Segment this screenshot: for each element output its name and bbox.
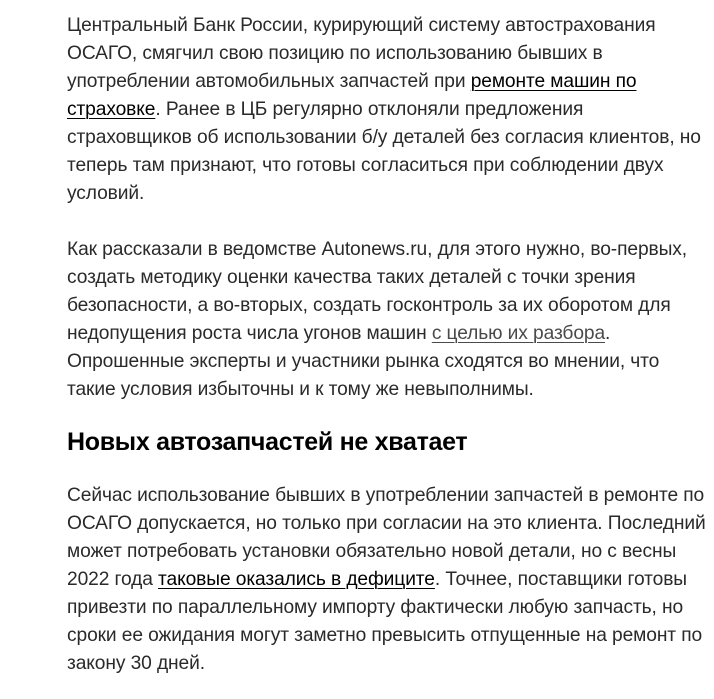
- paragraph-conditions: [67, 236, 709, 404]
- paragraph-current-rules: [67, 482, 709, 678]
- link-for-dismantling[interactable]: с целью их разбора: [431, 323, 606, 344]
- paragraph-cbr-position: [67, 12, 709, 208]
- paragraph-text: Как рассказали в ведомстве Autonews.ru, для этого нужно, во-первых, создать методику оценки качества таких деталей с точки зрения безопасности, а во-вторых, создать госконтроль за их оборотом для недопущения роста числа угонов машин: [67, 239, 688, 344]
- paragraph-text: Сейчас использование бывших в употреблении запчастей в ремонте по ОСАГО допускается, но только при согласии на это клиента. Последний может потребовать установки обязательно новой детали, но с весны 2022 года: [67, 485, 706, 590]
- article-body: [67, 12, 709, 678]
- link-repair-by-insurance[interactable]: ремонте машин по страховке: [67, 71, 637, 120]
- paragraph-text: . Опрошенные эксперты и участники рынка сходятся во мнении, что такие условия избыточны и к тому же невыполнимы.: [67, 323, 660, 400]
- link-parts-shortage[interactable]: таковые оказались в дефиците: [158, 569, 435, 590]
- paragraph-text: . Ранее в ЦБ регулярно отклоняли предложения страховщиков об использовании б/у деталей без согласия клиентов, но теперь там признают, что готовы согласиться при соблюдении двух условий.: [67, 99, 701, 204]
- paragraph-text: Центральный Банк России, курирующий систему автострахования ОСАГО, смягчил свою позицию по использованию бывших в употреблении автомобильных запчастей при: [67, 15, 656, 92]
- section-heading: Новых автозапчастей не хватает: [67, 428, 468, 456]
- paragraph-text: . Точнее, поставщики готовы привезти по параллельному импорту фактически любую запчасть, но сроки ее ожидания могут заметно превысить отпущенные на ремонт по закону 30 дней.: [67, 569, 703, 674]
